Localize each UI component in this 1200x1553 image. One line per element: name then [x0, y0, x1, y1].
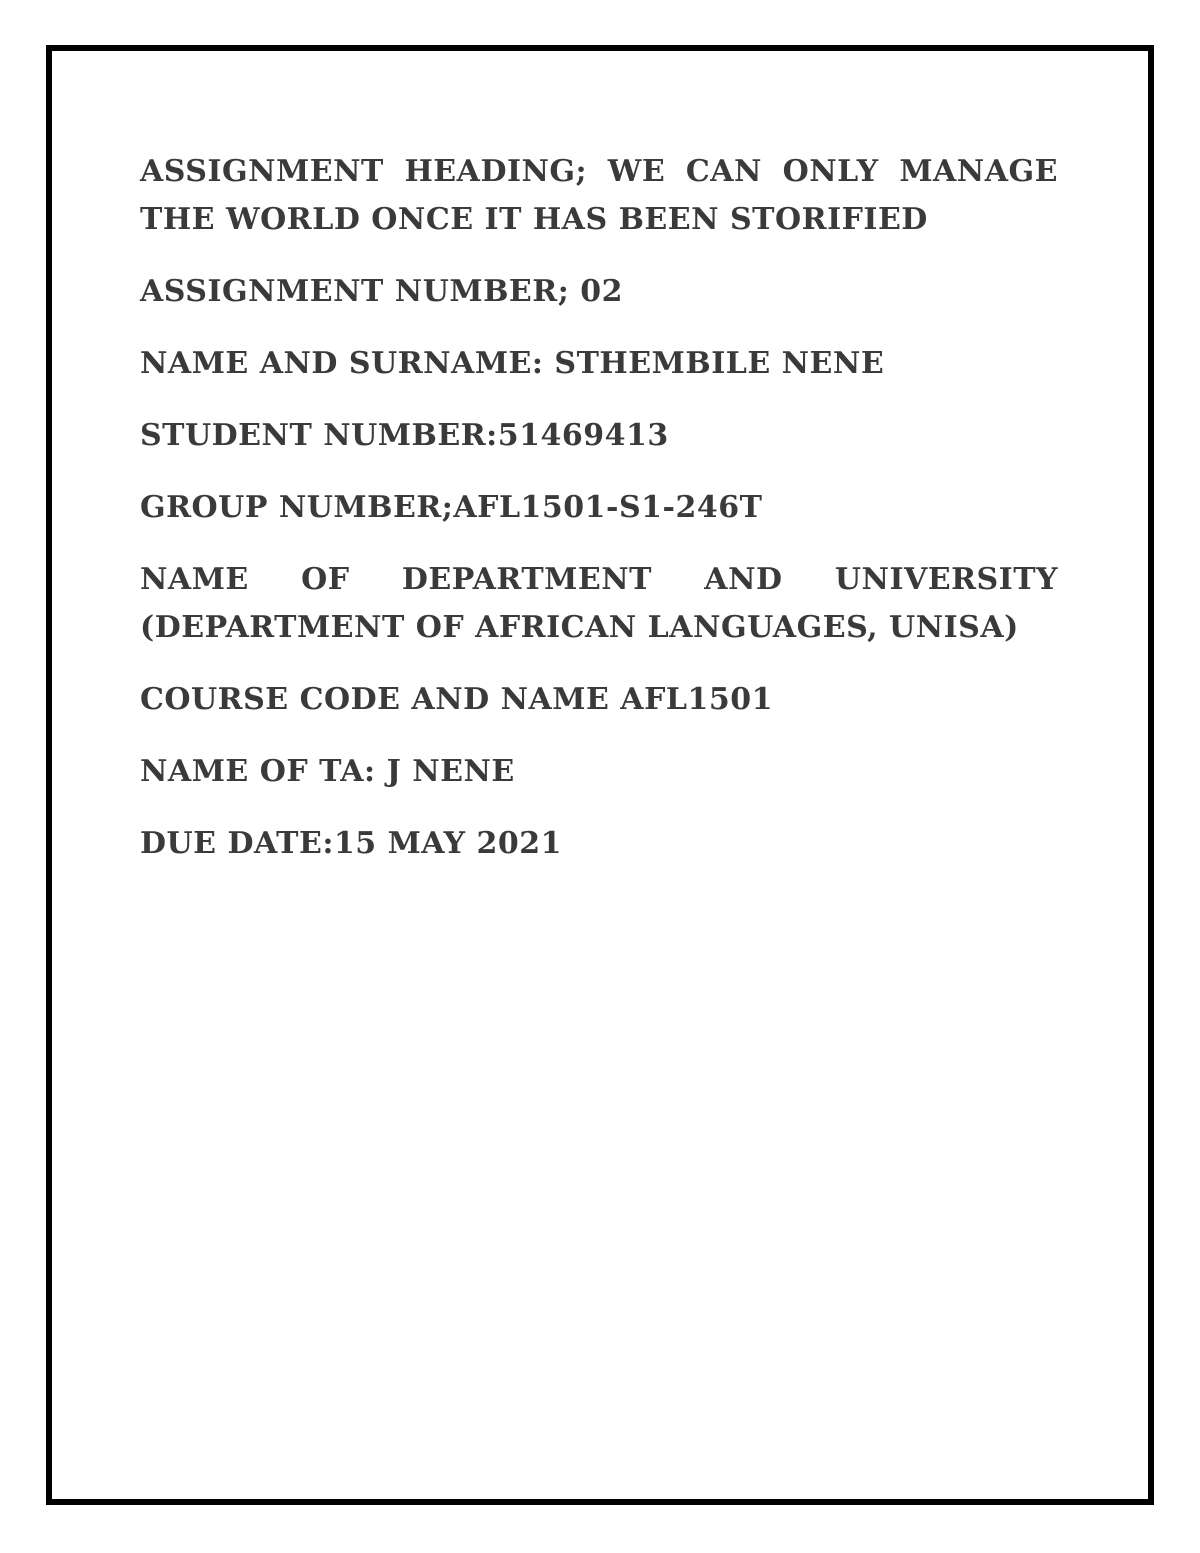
cover-page-content	[140, 148, 1058, 892]
name-and-surname: NAME AND SURNAME: STHEMBILE NENE	[140, 346, 885, 381]
assignment-heading: ASSIGNMENT HEADING; WE CAN ONLY MANAGE THE WORLD ONCE IT HAS BEEN STORIFIED	[140, 154, 1058, 237]
course-code-and-name: COURSE CODE AND NAME AFL1501	[140, 682, 773, 717]
due-date: DUE DATE:15 MAY 2021	[140, 826, 562, 861]
name-of-ta: NAME OF TA: J NENE	[140, 754, 515, 789]
assignment-number: ASSIGNMENT NUMBER; 02	[140, 274, 623, 309]
student-number: STUDENT NUMBER:51469413	[140, 418, 669, 453]
department-and-university: NAME OF DEPARTMENT AND UNIVERSITY (DEPARTMENT OF AFRICAN LANGUAGES, UNISA)	[140, 562, 1058, 645]
group-number: GROUP NUMBER;AFL1501-S1-246T	[140, 490, 763, 525]
